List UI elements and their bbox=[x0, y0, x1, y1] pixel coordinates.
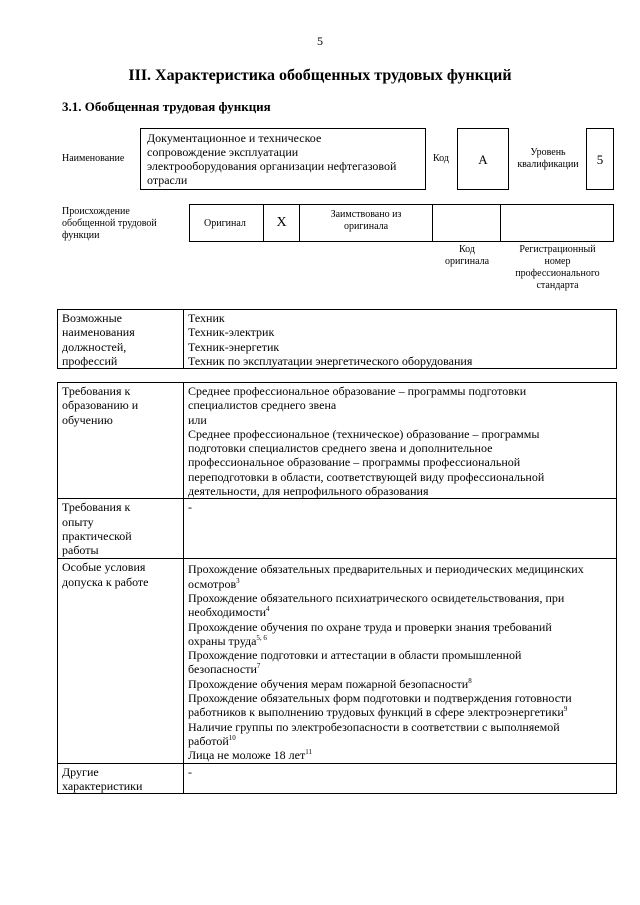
origin-label-line: Происхождение bbox=[62, 206, 130, 217]
text-line: или bbox=[188, 412, 207, 427]
text-line: Лица не моложе 18 лет bbox=[188, 748, 306, 763]
origin-label-line: функции bbox=[62, 230, 100, 241]
condition-item bbox=[188, 677, 612, 691]
borrowed-label: оригинала bbox=[343, 221, 389, 232]
code-label: Код bbox=[433, 153, 449, 164]
text-line: Прохождение обязательного психиатрического освидетельствования, при bbox=[188, 590, 565, 605]
function-name-line: электрооборудования организации нефтегазовой bbox=[147, 159, 397, 173]
positions-value bbox=[184, 310, 617, 369]
footnote-ref: 8 bbox=[468, 676, 472, 685]
list-item: Техник bbox=[188, 311, 225, 325]
caption-line: стандарта bbox=[536, 280, 579, 291]
text-line: работников к выполнению трудовых функций в сфере электроэнергетики bbox=[188, 705, 564, 720]
text-line: специалистов среднего звена bbox=[188, 398, 337, 413]
text-line: работой bbox=[188, 733, 229, 748]
level-value: 5 bbox=[586, 128, 614, 190]
special-conditions-label bbox=[58, 559, 184, 763]
text-line: деятельности, для непрофильного образования bbox=[188, 484, 429, 499]
positions-label bbox=[58, 310, 184, 369]
label-line: опыту bbox=[62, 514, 94, 529]
text-line: профессиональное образование – программы профессиональной bbox=[188, 455, 521, 470]
code-value: А bbox=[457, 128, 509, 190]
origin-label bbox=[62, 206, 157, 242]
original-label: Оригинал bbox=[204, 218, 246, 229]
text-line: Прохождение обучения по охране труда и проверки знания требований bbox=[188, 619, 552, 634]
label-line: Другие bbox=[62, 764, 99, 779]
label-line: Требования к bbox=[62, 500, 131, 515]
borrowed-label: Заимствовано из bbox=[330, 209, 402, 220]
caption-line: профессионального bbox=[515, 268, 600, 279]
label-line: работы bbox=[62, 543, 99, 558]
list-item: Техник-электрик bbox=[188, 325, 275, 340]
caption-line: номер bbox=[544, 256, 571, 267]
footnote-ref: 7 bbox=[256, 662, 261, 671]
label-line: допуска к работе bbox=[62, 574, 149, 589]
label-line: обучению bbox=[62, 412, 113, 427]
function-name-line: отрасли bbox=[147, 173, 188, 187]
text-line: безопасности bbox=[188, 662, 257, 677]
text-line: Среднее профессиональное образование – программы подготовки bbox=[188, 384, 527, 398]
other-characteristics-label bbox=[58, 763, 184, 794]
condition-item bbox=[188, 720, 612, 749]
education-label bbox=[58, 383, 184, 499]
label-line: Особые условия bbox=[62, 560, 146, 575]
table-row bbox=[58, 499, 617, 559]
requirements-table bbox=[57, 382, 617, 794]
function-name-line: Документационное и техническое bbox=[147, 131, 322, 145]
special-conditions-value bbox=[184, 559, 617, 763]
positions-table bbox=[57, 309, 617, 369]
label-line: профессий bbox=[62, 353, 118, 368]
function-name-box bbox=[140, 128, 426, 190]
original-mark: X bbox=[264, 205, 300, 241]
footnote-ref: 11 bbox=[305, 748, 312, 757]
condition-item bbox=[188, 691, 612, 720]
origin-label-line: обобщенной трудовой bbox=[62, 218, 157, 229]
label-line: характеристики bbox=[62, 778, 143, 793]
text-line: осмотров bbox=[188, 576, 237, 591]
condition-item bbox=[188, 591, 612, 620]
text-line: Прохождение обучения мерам пожарной безопасности bbox=[188, 676, 469, 691]
text-line: Прохождение обязательных предварительных и периодических медицинских bbox=[188, 562, 584, 577]
text-line: необходимости bbox=[188, 605, 267, 620]
registration-number-cell bbox=[501, 205, 613, 241]
original-code-caption bbox=[434, 244, 500, 268]
label-line: наименования bbox=[62, 325, 135, 340]
condition-item bbox=[188, 620, 612, 649]
text-line: Среднее профессиональное (техническое) образование – программы bbox=[188, 426, 540, 441]
list-item: Техник по эксплуатации энергетического оборудования bbox=[188, 353, 473, 368]
experience-value: - bbox=[184, 499, 617, 559]
section-title: III. Характеристика обобщенных трудовых функций bbox=[128, 67, 512, 84]
footnote-ref: 4 bbox=[266, 605, 270, 614]
text-line: Наличие группы по электробезопасности в соответствии с выполняемой bbox=[188, 719, 560, 734]
text-line: охраны труда bbox=[188, 633, 257, 648]
condition-item bbox=[188, 748, 612, 762]
footnote-ref: 10 bbox=[228, 733, 236, 742]
caption-line: Код bbox=[459, 244, 475, 255]
list-item: Техник-энергетик bbox=[188, 339, 280, 354]
level-label-line: квалификации bbox=[517, 159, 579, 170]
table-row bbox=[58, 763, 617, 794]
label-line: Возможные bbox=[62, 311, 122, 325]
original-cell bbox=[190, 205, 264, 241]
text-line: переподготовки в области, соответствующей виду профессиональной bbox=[188, 469, 545, 484]
condition-item bbox=[188, 648, 612, 677]
text-line: Прохождение обязательных форм подготовки и подтверждения готовности bbox=[188, 691, 572, 706]
footnote-ref: 3 bbox=[236, 576, 240, 585]
name-label: Наименование bbox=[62, 153, 125, 164]
table-row bbox=[58, 559, 617, 763]
table-row bbox=[58, 383, 617, 499]
other-characteristics-value: - bbox=[184, 763, 617, 794]
page-number: 5 bbox=[317, 34, 323, 48]
origin-row bbox=[189, 204, 614, 242]
experience-label bbox=[58, 499, 184, 559]
borrowed-cell bbox=[300, 205, 433, 241]
subsection-title: 3.1. Обобщенная трудовая функция bbox=[62, 99, 271, 114]
table-row bbox=[58, 310, 617, 369]
condition-item bbox=[188, 562, 612, 591]
label-line: должностей, bbox=[62, 339, 127, 354]
caption-line: оригинала bbox=[444, 256, 490, 267]
level-label-line: Уровень bbox=[530, 147, 566, 158]
label-line: практической bbox=[62, 528, 132, 543]
label-line: образованию и bbox=[62, 398, 139, 413]
function-name-line: сопровождение эксплуатации bbox=[147, 145, 299, 159]
caption-line: Регистрационный bbox=[519, 244, 596, 255]
text-line: подготовки специалистов среднего звена и дополнительное bbox=[188, 441, 493, 456]
education-value bbox=[184, 383, 617, 499]
original-code-cell bbox=[433, 205, 501, 241]
level-label bbox=[514, 147, 582, 171]
footnote-ref: 9 bbox=[563, 705, 568, 714]
footnote-ref: 5, 6 bbox=[256, 633, 267, 642]
text-line: Прохождение подготовки и аттестации в области промышленной bbox=[188, 648, 522, 663]
registration-number-caption bbox=[501, 244, 614, 292]
label-line: Требования к bbox=[62, 384, 131, 398]
